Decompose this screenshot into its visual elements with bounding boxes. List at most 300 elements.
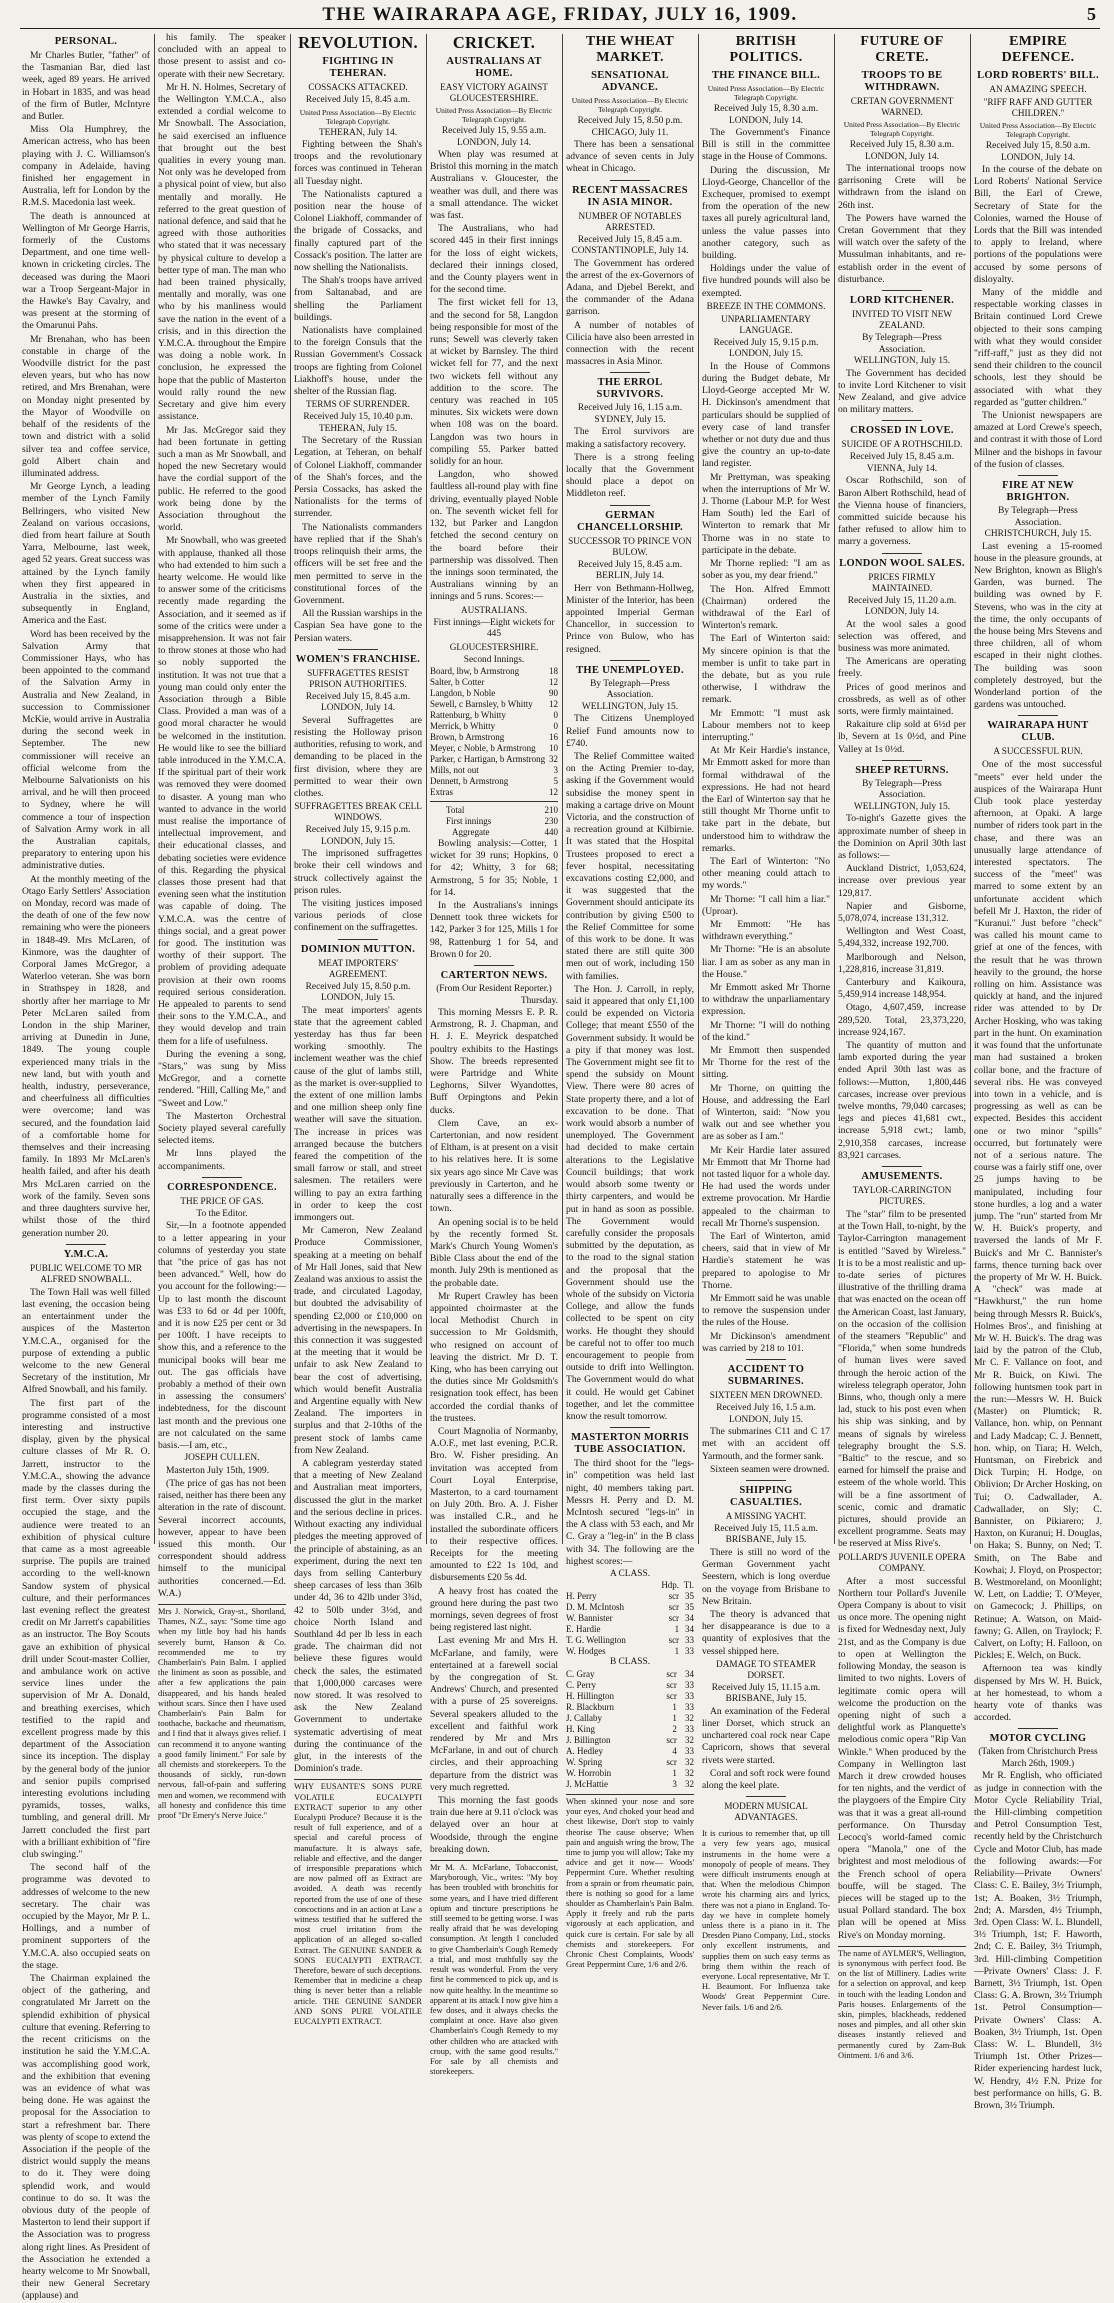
value-cell: 32 <box>685 1756 694 1767</box>
table-row <box>566 1779 694 1790</box>
headline-wheat-market: THE WHEAT MARKET. <box>585 34 675 65</box>
place-dateline: CONSTANTINOPLE, July 14. <box>571 246 689 257</box>
value-cell: 33 <box>685 1745 694 1756</box>
table-row <box>566 1768 694 1779</box>
article-paragraph: Mr George Lynch, a leading member of the Lynch Family Bellringers, who visited New Zealand on various occasions, died from heart failure at South Yarra, Melbourne, last week, aged 52 years. Great success was attained by the Lynch family when they first appeared in Australia in the sixties, and subsequently in England, America and the East. <box>22 481 150 627</box>
place-dateline: LONDON, July 14. <box>865 607 939 618</box>
class-b-label: B CLASS. <box>609 1657 651 1668</box>
place-dateline: LONDON, July 15. <box>321 836 395 847</box>
article-paragraph: Mr Prettyman, was speaking when the interruptions of Mr W. J. Thorne (Labour M.P. for West Ham South) led the Earl of Winterton to remark that Mr Thorne was in no state to participate in the debate. <box>702 471 830 556</box>
dateline: Received July 15, 8.45 a.m. <box>849 452 955 463</box>
page-number: 5 <box>1087 4 1096 24</box>
advertisement: WHY EUSANTE'S SONS PURE VOLATILE EUCALYPTI EXTRACT superior to any other Eucalypti Produce? Because it is the result of full experience, and of a special and careful process of manufacture. It is always safe, reliable and effective, and the danger of irresponsible preparations which are now palmed off as Extract are avoided. A death was recently reported from the use of one of these concoctions and in an action at Law a witness testified that he suffered the most cruel irritation from the application of an alleged so-called Extract. The GENUINE SANDER & SONS EUCALYPTI EXTRACT. Therefore, beware of such deceptions. Remember that in medicine a cheap thing is never better than a reliable article. THE GENUINE SANDER AND SONS PURE VOLATILE EUCALYPTI EXTRACT. <box>294 1779 422 2027</box>
place-dateline: TEHERAN, July 15. <box>318 423 398 434</box>
column-6 <box>702 32 830 2012</box>
name-cell: J. Billington <box>566 1734 611 1745</box>
value-cell: 34 <box>685 1624 694 1635</box>
place-dateline: WELLINGTON, July 15. <box>581 701 679 712</box>
advertisement: Mrs J. Norwick, Gray-st., Shortland, Thames, N.Z., says: "Some time ago when my little boy had his hands severely burnt, Hanson & Co. recommended me to try Chamberlain's Pain Balm. I applied the liniment as soon as possible, and after a few applications the pain disappeared, and his hands healed without scars. Since then I have used Chamberlain's Pain Balm for toothache, backache and rheumatism, and I find that it always gives relief. I can recommend it to anyone wanting a good family liniment." For sale by all chemists and storekeepers. To the thousands of sickly, run-down nervous, fall-of-pain and suffering men and women, we recommend with all honesty and confidence this time proof "Dr Emery's Nerve Juice." <box>158 1604 286 1821</box>
column-rule <box>970 34 971 1544</box>
article-paragraph: The Shah's troops have arrived from Saltanabad, and are shelling the Parliament buildings. <box>294 275 422 323</box>
column-rule <box>834 34 835 1544</box>
article-paragraph: At the wool sales a good selection was offered, and business was more animated. <box>838 618 966 654</box>
value-cell: 32 <box>549 754 558 765</box>
subheading: THE PRICE OF GAS. <box>180 1195 264 1206</box>
copyright-line: United Press Association—By Electric Telegraph Copyright. <box>979 121 1097 139</box>
byline: (From Our Resident Reporter.) <box>436 984 552 995</box>
name-cell: C. Gray <box>566 1668 595 1679</box>
article-paragraph: Oscar Rothschild, son of Baron Albert Rothschild, head of the Vienna house of financiers, committed suicide because his father refused to allow him to marry a governess. <box>838 475 966 548</box>
section-heading-sheep-returns: SHEEP RETURNS. <box>855 764 949 776</box>
name-cell: W. Bannister <box>566 1613 613 1624</box>
article-paragraph: Last evening Mr and Mrs H. McFarlane, and family, were entertained at a farewell social by the congregation of St. Andrews' Church, and presented with a purse of 25 sovereigns. Several speakers alluded to the excellent and faithful work rendered by Mr and Mrs McFarlane, in and out of church circles, and their approaching departure from the district was very much regretted. <box>430 1635 558 1793</box>
divider <box>202 1177 242 1178</box>
table-row <box>566 1680 694 1691</box>
article-paragraph: The Government has decided to invite Lord Kitchener to visit New Zealand, and give advice on military matters. <box>838 367 966 416</box>
value-cell: 0 <box>553 710 558 721</box>
article-paragraph: Herr von Bethmann-Hollweg, Minister of the Interior, has been appointed Imperial German Chancellor, in succession to Prince von Bulow, who has resigned. <box>566 582 694 655</box>
article-paragraph: This morning the fast goods train due here at 9.11 o'clock was delayed over an hour at Woodside, through the engine breaking down. <box>430 1795 558 1855</box>
divider <box>882 290 922 291</box>
value-cell: scr <box>668 1591 680 1602</box>
name-cell: Mills, not out <box>430 765 479 776</box>
dateline: Received July 16, 1.15 a.m. <box>577 403 683 414</box>
article-paragraph: Clem Cave, an ex-Cartertonian, and now resident of Eltham, is at present on a visit to his relatives here. It is some six years ago since Mr Cave was previously in Carterton, and he naturally sees a difference in the town. <box>430 1117 558 1215</box>
subheading: AUSTRALIANS AT HOME. <box>446 56 542 79</box>
divider <box>746 1359 786 1360</box>
place-dateline: CHRISTCHURCH, July 15. <box>984 529 1092 540</box>
salutation: To the Editor. <box>196 1208 248 1219</box>
article-paragraph: Langdon, who showed faultless all-round play with fine driving, eventually played Noble on. The seventh wicket fell for 132, but Parker and Langdon fetched the second century on the board before their partnership was dissolved. Then the innings soon terminated, the Australians winning by an innings and 5 runs. Scores:— <box>430 469 558 603</box>
article-paragraph: Several Suffragettes are resisting the Holloway prison authorities, refusing to work, and demanding to be placed in the first division, where they are permitted to wear their own clothes. <box>294 714 422 799</box>
subheading: SIXTEEN MEN DROWNED. <box>709 1390 823 1401</box>
value-cell: scr <box>668 1602 680 1613</box>
innings-line: First innings—Eight wickets for 445 <box>433 617 555 640</box>
table-row <box>566 1702 694 1713</box>
place-dateline: BRISBANE, July 15. <box>725 1694 807 1705</box>
article-paragraph: Bowling analysis:—Cotter, 1 wicket for 39 runs; Hopkins, 0 for 42; Whitty, 3 for 68; Armstrong, 5 for 35; Noble, 1 for 14. <box>430 838 558 898</box>
table-row <box>566 1757 694 1768</box>
article-paragraph: Mr Brenahan, who has been constable in charge of the Woodville district for the past eleven years, but who has now retired, and Mrs Brenahan, were on Monday night presented by the Mayor of Woodville on behalf of the residents of the town and district with a solid silver tea and coffee service, gold Albert chain and illuminated address. <box>22 333 150 479</box>
subheading: AN AMAZING SPEECH. <box>989 84 1087 94</box>
dateline: By Telegraph—Press Association. <box>862 778 942 801</box>
value-cell: 1 <box>672 1767 677 1778</box>
table-row <box>430 688 558 699</box>
article-paragraph: The Government has ordered the arrest of the ex-Governors of Adana, and Djebel Berekt, and the commander of the Adana garrison. <box>566 257 694 318</box>
letter-place-date: Masterton July 15th, 1909. <box>166 1464 270 1476</box>
divider <box>882 553 922 554</box>
divider <box>746 1480 786 1481</box>
dateline: Received July 15, 8.50 p.m. <box>577 116 683 126</box>
section-heading-personal: PERSONAL. <box>54 36 118 47</box>
dateline: Received July 15, 8.30 a.m. <box>849 140 955 150</box>
column-2 <box>158 32 286 1821</box>
value-cell: 33 <box>685 1635 694 1646</box>
divider <box>66 1244 106 1245</box>
table-row <box>566 1635 694 1646</box>
article-paragraph: The third shoot for the "legs-in" competition was held last night, 40 members taking part. Messrs H. Perry and D. M. McIntosh secured "legs-in" in the A class with 53 each, and Mr C. Gray a "leg-in" in the B class with 34. The following are the highest scores:— <box>566 1458 694 1567</box>
section-heading-errol: THE ERROL SURVIVORS. <box>596 377 664 401</box>
subheading: TERMS OF SURRENDER. <box>306 399 410 410</box>
article-paragraph: The Hon. Alfred Emmott (Chairman) ordered the withdrawal of the Earl of Winterton's remark. <box>702 583 830 632</box>
section-heading-fire: FIRE AT NEW BRIGHTON. <box>1002 480 1074 504</box>
table-row <box>430 677 558 688</box>
article-paragraph: The Americans are operating freely. <box>838 656 966 680</box>
place-dateline: CHICAGO, July 11. <box>591 127 669 138</box>
article-paragraph: Mr Jas. McGregor said they had been fortunate in getting such a man as Mr Snowball, and hoped the new Secretary would have the cordial support of the public. He referred to the good work being done by the Association throughout the world. <box>158 424 286 534</box>
article-paragraph: Wellington and West Coast, 5,494,332, increase 192,700. <box>838 926 966 950</box>
section-heading-ymca: Y.M.C.A. <box>63 1248 109 1260</box>
article-paragraph: The second half of the programme was devoted to addresses of welcome to the new secretary. The chair was occupied by the Mayor, Mr P. L. Hollings, and a number of prominent supporters of the Y.M.C.A. also occupied seats on the stage. <box>22 1862 150 1971</box>
article-paragraph: Auckland District, 1,053,624, increase over previous year 129,817. <box>838 863 966 899</box>
place-dateline: TEHERAN, July 14. <box>318 127 398 138</box>
article-paragraph: Mr Thorne: "I will do nothing of the kind." <box>702 1019 830 1043</box>
divider <box>338 649 378 650</box>
name-cell: W. Horrobin <box>566 1767 612 1778</box>
table-row <box>430 754 558 765</box>
article-paragraph: The submarines C11 and C 17 met with an accident off Yarmouth, and the former sank. <box>702 1426 830 1462</box>
article-paragraph: Prices of good merinos and crossbreds, as well as of other sorts, were firmly maintained. <box>838 681 966 717</box>
dateline: By Telegraph—Press Association. <box>998 506 1078 528</box>
article-paragraph: Canterbury and Kaikoura, 5,459,914 increase 148,954. <box>838 976 966 1001</box>
column-5 <box>566 32 694 1970</box>
value-cell: scr <box>666 1734 677 1745</box>
value-cell: 12 <box>549 699 558 710</box>
column-3 <box>294 32 422 2027</box>
value-cell: 34 <box>685 1668 694 1679</box>
article-paragraph: In the course of the debate on Lord Roberts' National Service Bill, the Earl of Crewe, Secretary of State for the Colonies, warned the House of Lords that the Bill was intended to apply to Ireland, where portions of the populations were accused by some persons of disloyalty. <box>974 164 1102 285</box>
dateline: Received July 15, 9.15 p.m. <box>305 825 411 836</box>
dateline: By Telegraph—Press Association. <box>862 333 942 355</box>
subheading: SENSATIONAL ADVANCE. <box>591 70 669 93</box>
subheading: MODERN MUSICAL ADVANTAGES. <box>724 1801 808 1823</box>
article-paragraph: When play was resumed at Bristol this morning in the match Australians v. Gloucester, the weather was dull, and there was a small attendance. The wicket was fast. <box>430 149 558 222</box>
dateline: Received July 15, 11.20 a.m. <box>847 595 957 606</box>
value-cell: 5 <box>553 776 558 787</box>
article-paragraph: The Hon. J. Carroll, in reply, said it appeared that only £1,100 could be expended on Victoria College; that meant £550 of the Government subsidy. It would be a pity if that money was lost. The Government might see fit to spend the subsidy on Mount View. There were 80 acres of State property there, and a lot of excavation to be done. That work would absorb a number of unemployed. The Government had decided to make certain alterations to the Legislative Council buildings; that work would absorb some twenty or thirty carpenters, and would be put in hand as soon as possible. The Government would carefully consider the proposals submitted by the deputation, as to the road to the signal station and the proposal that the Government should use the whole of the subsidy on Victoria College, and allow the funds collected to be spent on city works. He thought they should be careful not to offer too much encouragement to people from outside to drift into Wellington. The Government would do what it could. He would get Cabinet together, and let the committee know the result tomorrow. <box>566 983 694 1422</box>
name-cell: Merrick, b Whitty <box>430 721 496 732</box>
place-dateline: LONDON, July 14. <box>729 115 803 126</box>
section-heading-franchise: WOMEN'S FRANCHISE. <box>295 653 421 665</box>
name-cell: Board, lbw, b Armstrong <box>430 666 520 677</box>
value-cell: 33 <box>685 1679 694 1690</box>
article-paragraph: Rakaiture clip sold at 6½d per lb, Severn at 1s 0½d, and Pine Valley at 1s 0½d. <box>838 719 966 755</box>
place-dateline: VIENNA, July 14. <box>866 463 938 474</box>
copyright-line: United Press Association—By Electric Telegraph Copyright. <box>299 107 417 126</box>
article-paragraph: Mr Charles Butler, "father" of the Tasmanian Bar, died last week, aged 89 years. He arrived in Hobart in 1835, and was head of the firm of Butler, McIntyre and Butler. <box>22 50 150 123</box>
subheading: A SUCCESSFUL RUN. <box>993 746 1083 757</box>
place-dateline: LONDON, July 15. <box>321 993 395 1004</box>
dateline: Received July 15, 11.5 a.m. <box>714 1523 818 1534</box>
scorecard-table <box>430 666 558 798</box>
name-cell: H. Perry <box>566 1591 597 1602</box>
value-cell: 4 <box>672 1745 677 1756</box>
section-heading-correspondence: CORRESPONDENCE. <box>167 1181 277 1193</box>
divider <box>610 372 650 373</box>
name-cell: E. Hardie <box>566 1624 601 1635</box>
subheading: TROOPS TO BE WITHDRAWN. <box>861 70 943 93</box>
name-cell: Sewell, c Barnsley, b Whitty <box>430 699 533 710</box>
aggregate-value: 440 <box>544 827 558 838</box>
article-paragraph: The Earl of Winterton: "No other meaning could attach to my words." <box>702 855 830 892</box>
dateline: Received July 16, 1.5 a.m. <box>716 1403 816 1414</box>
section-heading-mutton: DOMINION MUTTON. <box>300 943 416 955</box>
value-cell: 2 <box>672 1723 677 1734</box>
value-cell: 35 <box>685 1602 694 1613</box>
article-paragraph: Nationalists have complained to the foreign Consuls that the Russian Government's Cossack troops are fighting from Colonel Liakhoff's house, under the shelter of the Russian flag. <box>294 325 422 398</box>
article-paragraph: Last evening a 15-roomed house in the pleasure grounds, at New Brighton, known as Bligh's Garden, was burned. The building was owned by F. Stevens, who was in the city at the time, the only occupants of the house being Mrs Stevens and three children, all of whom escaped in their night clothes. The building was soon completely destroyed, but the Wonderland portion of the gardens was untouched. <box>974 540 1102 711</box>
class-a-scores-table <box>566 1580 694 1657</box>
section-heading-carterton: CARTERTON NEWS. <box>440 970 548 982</box>
subheading: SUICIDE OF A ROTHSCHILD. <box>841 439 963 450</box>
column-4 <box>430 32 558 2077</box>
section-heading-crossed-in-love: CROSSED IN LOVE. <box>850 425 954 437</box>
value-cell: 33 <box>685 1701 694 1712</box>
dateline: Received July 15, 8.30 a.m. <box>713 104 819 114</box>
article-paragraph: Fighting between the Shah's troops and the revolutionary forces was continued in Teheran all Tuesday night. <box>294 139 422 187</box>
copyright-line: United Press Association—By Electric Telegraph Copyright. <box>707 84 825 102</box>
value-cell: 32 <box>685 1734 694 1745</box>
article-paragraph: The Australians, who had scored 445 in their first innings for the loss of eight wickets, declared their innings closed, and the County players went in for the second time. <box>430 223 558 296</box>
newspaper-title: THE WAIRARAPA AGE, FRIDAY, JULY 16, 1909. <box>322 4 798 25</box>
article-paragraph: Mr Inns played the accompaniments. <box>158 1148 286 1172</box>
article-paragraph: The Relief Committee waited on the Acting Premier to-day, asking if the Government would subsidise the money spent in making a cartage drive on Mount Victoria, and the construction of a recreation ground at Kilbirnie. It was stated that the Hospital Trustees proposed to erect a fever hospital, necessitating excavations costing £2,000, and it was suggested that the Government should anticipate its contribution by giving £500 to the Relief Committee for some of this work to be done. It was stated there are still quite 300 men out of work, including 150 with families. <box>566 750 694 982</box>
masthead <box>20 2 1100 29</box>
headline-revolution: REVOLUTION. <box>298 33 418 52</box>
section-heading-amusements: AMUSEMENTS. <box>861 1170 943 1182</box>
divider <box>882 420 922 421</box>
section-heading-motor-cycling: MOTOR CYCLING <box>989 1733 1087 1745</box>
value-cell: 35 <box>685 1591 694 1602</box>
article-paragraph: The Unionist newspapers are amazed at Lord Crewe's speech, and contrast it with those of Lord Milner and the bishops in favour of the fusion of classes. <box>974 410 1102 470</box>
name-cell: Langdon, b Noble <box>430 688 496 699</box>
name-cell: J. McHattie <box>566 1778 608 1789</box>
article-paragraph: Mr Emmott: "I must ask Labour members not to keep interrupting." <box>702 707 830 743</box>
article-paragraph: One of the most successful "meets" ever held under the auspices of the Wairarapa Hunt Club took place yesterday afternoon, at Opaki. A large number of riders took part in the chase, and there was an unusually large attendance of interested spectators. The success of the "meet" was marred to some extent by an unfortunate accident which befell Mr J. Haxton, the rider of "Kuranui." Just before "check" was called his mount came to grief at one of the fences, with the result that he was thrown heavily to the ground, the horse rolling on him. Assistance was quickly at hand, and the injured rider was attended to by Dr Archer Hosking, who was taking part in the hunt. On examination it was found that the unfortunate man had sustained a broken collar bone, and the fracture of several ribs. He was conveyed into town in a vehicle, and is progressing as well as can be expected. Besides this accident one or two minor "spills" occurred, but fortunately were not of a serious nature. The course was a fairly stiff one, over 25 jumps having to be manipulated, including four stone hurdles, a log and a water jump. The "run" started from Mr W. H. Buick's property, and traversed the lands of Mr F. Buick's and Mr C. Bannister's farms, thence turning back over the property of Mr W. H. Buick. A "check" was made at "Hawkhurst," the run home being through Messrs R. Buick's, Holmes Bros'., and finishing at Mr W. H. Buick's. The drag was laid by the patron of the Club, Mr C. F. Vallance on foot, and Mr R. Buick, on Kiwi. The following huntsmen took part in the run:—Messrs W. H. Buick (Master) on Plumtick; R. Vallance, hon. whip, on Pennant and Lady Madcap; C. J. Bennett, hon. whip, on Tiara; H. Welch, Huntsman, on Firebrick and Dick Turpin; H. Hodge, on Oblivion; Dr Archer Hosking, on Tui; O. Cadwallader, A. Cadwallader, on Sly; C. Bannister, on Pikiarero; J. Haxton, on Kuranui; H. Douglas, on Haka; S. Bunny, on Ned; T. Smith, on The Babe and Kowhai; J. Floyd, on Prospector; B. Westmoreland, on Moonlight; W. Lett, on Laddie; T. O'Meyer, on Gamecock; J. Phillips, on Retinue; A. Watson, on Maid-fawny; G. Allen, on Traylock; F. Calvert, on Lofty; H. Falloon, on Pickles; E. Welch, on Buck. <box>974 759 1102 1662</box>
dateline: Received July 15, 8.45 a.m. <box>577 234 683 245</box>
divider <box>610 505 650 506</box>
table-row <box>430 827 558 838</box>
table-row <box>566 1602 694 1613</box>
article-paragraph: The Government's Finance Bill is still in the committee stage in the House of Commons. <box>702 127 830 163</box>
article-paragraph: Afternoon tea was kindly dispensed by Mrs W. H. Buick, at her homestead, to whom a hearty vote of thanks was accorded. <box>974 1663 1102 1724</box>
article-paragraph: Mr Thorne: "I call him a liar." (Uproar). <box>702 893 830 917</box>
value-cell: 90 <box>549 688 558 699</box>
value-cell: 33 <box>685 1646 694 1657</box>
subheading: GLOUCESTERSHIRE. <box>449 641 539 652</box>
column-rule <box>426 34 427 1544</box>
table-row <box>566 1713 694 1724</box>
first-innings-value: 230 <box>544 816 558 827</box>
value-cell: 1 <box>674 1624 680 1635</box>
subheading: A MISSING YACHT. <box>725 1510 807 1521</box>
place-dateline: LONDON, July 15. <box>729 349 803 360</box>
article-paragraph: Mr Snowball, who was greeted with applause, thanked all those who had extended to him such a hearty welcome. He would like to answer some of the criticisms recently made regarding the Association, and it seemed as if some of the critics were under a misapprehension. It was not fair to throw stones at those who had so nobly supported the institution. It was not true that a young man could only enter the Association through a Bible Class. Provided a man was of a good moral character he would be welcomed in the institution. He would like to see the billiard table introduced in the Y.M.C.A. If the spiritual part of their work was removed they were doomed to disaster. A young man who wanted to advance in the world must realise the importance of intellectual improvement, and their educational classes, and debating societies were evidence of this. Regarding the physical classes those present had that evening seen what the institution was capable of doing. The Y.M.C.A. was the centre of things social, and a great power for good. The institution was worthy of their support. The problem of providing adequate provision at their own rooms required serious consideration. He appealed to parents to send their sons to the Y.M.C.A., and they would develop and train them for a life of usefulness. <box>158 535 286 1047</box>
subheading: TAYLOR-CARRINGTON PICTURES. <box>852 1184 952 1206</box>
article-paragraph: The visiting justices imposed various periods of close confinement on the suffragettes. <box>294 897 422 934</box>
article-paragraph: Miss Ola Humphrey, the American actress, who has been playing with J. C. Williamson's company in Adelaide, having finished her engagement in Australia, left for London by the R.M.S. Macedonia last week. <box>22 124 150 209</box>
class-b-scores-table <box>566 1669 694 1790</box>
copyright-line: United Press Association—By Electric Telegraph Copyright. <box>843 120 961 138</box>
article-paragraph: Mr Keir Hardie later assured Mr Emmott that Mr Thorne had not tasted liquor for a whole day. He had used the words under extreme provocation. Mr Hardie appealed to the chairman to recall Mr Thorne's suspension. <box>702 1144 830 1229</box>
name-cell: H. King <box>566 1723 595 1734</box>
article-paragraph: Mr Thorne replied: "I am as sober as you, my dear friend." <box>702 558 830 582</box>
table-row <box>430 765 558 776</box>
dateline: Received July 15, 8.50 p.m. <box>305 981 411 992</box>
divider <box>610 1427 650 1428</box>
divider <box>882 1166 922 1167</box>
article-paragraph: Mr Thorne, on quitting the House, and addressing the Earl of Winterton, said: "Now you walk out and see whether you are as sober as I am." <box>702 1082 830 1143</box>
article-paragraph: The Errol survivors are making a satisfactory recovery. <box>566 426 694 450</box>
value-cell: 1 <box>672 1712 677 1723</box>
article-paragraph: The Town Hall was well filled last evening, the occasion being an entertainment under the auspices of the Masterton Y.M.C.A., organised for the purpose of extending a public welcome to the new General Secretary of the institution, Mr Alfred Snowball, and his family. <box>22 1286 150 1396</box>
value-cell: 10 <box>549 743 558 754</box>
section-heading-morris-tube: MASTERTON MORRIS TUBE ASSOCIATION. <box>571 1432 689 1456</box>
subheading: COSSACKS ATTACKED. <box>308 82 408 92</box>
column-7 <box>838 32 967 2060</box>
subheading: SUFFRAGETTES RESIST PRISON AUTHORITIES. <box>307 667 409 689</box>
value-cell: 16 <box>549 732 558 743</box>
article-paragraph: his family. The speaker concluded with an appeal to those present to assist and co-operate with their new Secretary. <box>158 32 286 80</box>
dateline: Received July 15, 10.40 p.m. <box>303 412 413 423</box>
value-cell: 12 <box>549 677 558 688</box>
dateline: Received July 15, 8.45 a.m. <box>577 559 683 570</box>
value-cell: scr <box>668 1635 680 1646</box>
article-paragraph: The Earl of Winterton said: My sincere opinion is that the member is unfit to take part in the debate, but as you rule otherwise, I withdraw the remark. <box>702 633 830 706</box>
table-row <box>566 1646 694 1657</box>
name-cell: Dennett, b Armstrong <box>430 776 509 787</box>
table-row <box>430 816 558 827</box>
name-cell: Salter, b Cotter <box>430 677 485 688</box>
subheading: CRETAN GOVERNMENT WARNED. <box>850 96 954 117</box>
section-heading-shipping: SHIPPING CASUALTIES. <box>729 1484 803 1508</box>
class-a-label: A CLASS. <box>609 1568 651 1579</box>
article-paragraph: There has been a sensational advance of seven cents in July wheat in Chicago. <box>566 139 694 175</box>
table-row <box>566 1724 694 1735</box>
subheading: NUMBER OF NOTABLES ARRESTED. <box>578 210 682 232</box>
value-cell: 1 <box>672 1701 677 1712</box>
article-paragraph: The Earl of Winterton, amid cheers, said that in view of Mr Hardie's statement he was prepared to apologise to Mr Thorne. <box>702 1231 830 1291</box>
headline-british-politics: BRITISH POLITICS. <box>729 34 803 65</box>
name-cell: T. G. Wellington <box>566 1635 626 1646</box>
total-label: Total <box>446 805 465 816</box>
place-dateline: SYDNEY, July 15. <box>594 414 666 425</box>
value-cell: 3 <box>672 1778 677 1789</box>
article-paragraph: The Masterton Orchestral Society played several carefully selected items. <box>158 1110 286 1147</box>
subheading: SUFFRAGETTES BREAK CELL WINDOWS. <box>294 801 422 823</box>
article-paragraph: Mr Emmott then suspended Mr Thorne for the rest of the sitting. <box>702 1045 830 1081</box>
article-paragraph: Mr H. N. Holmes, Secretary of the Wellington Y.M.C.A., also extended a cordial welcome to Mr Snowball. The Association, he said exercised an influence that brought out the best qualities in every young man. Not only was he developed from a physical point of view, but also mentally and morally. He referred to the great question of national defence, and said that he agreed with those authorities who stated that it was necessary by physical culture to develop a better type of man. The man who had been trained physically, mentally and morally, was one who by his manliness would save the nation in the event of a crisis, and in this direction the Y.M.C.A. throughout the Empire was doing a noble work. In conclusion, he expressed the hope that the public of Masterton would rally round the new Secretary and give him every assistance. <box>158 81 286 423</box>
article-paragraph: Mr Emmott asked Mr Thorne to withdraw the unparliamentary expression. <box>702 982 830 1018</box>
article-paragraph: There is still no word of the German Government yacht Seestern, which is long overdue on the voyage from Brisbane to New Britain. <box>702 1546 830 1607</box>
name-cell: R. Blackburn <box>566 1701 614 1712</box>
column-header: Tl. <box>683 1580 694 1591</box>
place-dateline: BERLIN, July 14. <box>595 571 665 582</box>
value-cell: scr <box>666 1756 677 1767</box>
article-paragraph: A heavy frost has coated the ground here during the past two mornings, seven degrees of frost being registered last night. <box>430 1585 558 1634</box>
divider <box>746 1796 786 1797</box>
article-paragraph: The meat importers' agents state that the agreement cabled yesterday has thus far been working smoothly. The inclement weather was the chief cause of the glut of lambs still, as the market is over-supplied to the extent of one million lambs and one million sheep only fine weather will save the situation. The increase in prices was arranged because the butchers feared the competition of the small farrow or stall, and street salesmen. The retailers were willing to pay an extra farthing in order to keep the cost immongers out. <box>294 1004 422 1224</box>
article-paragraph: An examination of the Federal liner Dorset, which struck an unchartered coal rock near Cape Capricorn, shows that several rivets were started. <box>702 1705 830 1766</box>
name-cell: D. M. McIntosh <box>566 1602 624 1613</box>
place-dateline: Thursday. <box>520 995 558 1006</box>
column-rule <box>154 34 155 1544</box>
article-paragraph: The first part of the programme consisted of a most interesting and instructive display, given by the physical culture classes of Mr R. O. Jarrett, instructor to the Y.M.C.A., showing the advance made by the classes during the first term. Over sixty pupils occupied the stage, and the audience were treated to an exhibition of physical culture that came as a most agreeable surprise. The pupils are trained according to the well-known Sandow system of physical culture, and their performances last evening reflect the greatest credit on Mr Jarrett's capabilities as an instructor. The Boy Scouts gave an exhibition of physical drill under Scout-master Collier, and ambulance work on active service lines under the supervision of Mr A. Donald, and breathing exercises, which testified to the rapid and excellent progress made by this department of the Association since its inception. The display by the general body of the junior and senior pupils comprised interesting evolutions including pyramids, tosses, walks, tumbling, and general drill. Mr Jarrett concluded the first part with a brilliant exhibition of "fire club swinging." <box>22 1397 150 1861</box>
divider <box>1018 475 1058 476</box>
article-paragraph: Mr Emmott said he was unable to remove the suspension under the rules of the House. <box>702 1293 830 1329</box>
table-header-row <box>566 1580 694 1591</box>
article-paragraph: Court Magnolia of Normanby, A.O.F., met last evening, P.C.R. Bro. W. Fisher presiding. An invitation was accepted from Court Loyal Enterprise, Masterton, to a card tournament on July 20th. Bro. A. J. Fisher was installed C.R., and he installed the subordinate officers to their respective offices. Receipts for the meeting amounted to £22 1s 10d, and disbursements £20 5s 4d. <box>430 1425 558 1584</box>
place-dateline: WELLINGTON, July 15. <box>853 801 951 812</box>
value-cell: 18 <box>549 666 558 677</box>
headline-cricket: CRICKET. <box>452 33 536 52</box>
article-paragraph: The Nationalists captured a position near the house of Colonel Liakhoff, commander of the brigade of Cossacks, and finally captured part of the Cossack's position. The latter are now shelling the Nationalists. <box>294 188 422 274</box>
column-8 <box>974 32 1102 2111</box>
subheading: POLLARD'S JUVENILE OPERA COMPANY. <box>838 1551 966 1573</box>
dateline: Received July 15, 9.15 p.m. <box>713 337 819 348</box>
article-paragraph: The Nationalists commanders have replied that if the Shah's troops relinquish their arms, the officers will be set free and the men permitted to serve in the constitutional forces of the Government. <box>294 521 422 606</box>
value-cell: 32 <box>685 1767 694 1778</box>
table-row <box>430 732 558 743</box>
name-cell: H. Hillington <box>566 1690 615 1701</box>
table-row <box>430 710 558 721</box>
article-paragraph: The theory is advanced that her disappearance is due to a quantity of explosives that the vessel shipped here. <box>702 1608 830 1657</box>
article-paragraph: The imprisoned suffragettes broke their cell windows and struck collectively against the prison rules. <box>294 848 422 896</box>
article-paragraph: The Citizens Unemployed Relief Fund amounts now to £740. <box>566 713 694 749</box>
subheading: THE FINANCE BILL. <box>711 70 821 81</box>
name-cell: Parker, c Hartigan, b Armstrong <box>430 754 546 765</box>
article-paragraph: Mr Thorne: "He is an absolute liar. I am as sober as any man in the House." <box>702 944 830 980</box>
name-cell: W. Hodges <box>566 1646 606 1657</box>
divider <box>882 760 922 761</box>
first-innings-label: First innings <box>446 816 492 827</box>
headline-future-of-crete: FUTURE OF CRETE. <box>860 34 944 65</box>
table-row <box>566 1669 694 1680</box>
name-cell: Brown, b Armstrong <box>430 732 505 743</box>
table-row <box>430 805 558 816</box>
article-paragraph: The Powers have warned the Cretan Government that they will watch over the safety of the Mussulman inhabitants, and re-establish order in the event of disturbance. <box>838 212 966 285</box>
advertisement: When skinned your nose and sore your eyes, And choked your head and chest likewise, Don't stop to vainly theorise The cause observe; When pain and anguish wring the brow, The time to jump you will allow; Take my advice and get it now— Woods' Peppermint Cure. Whether resulting from a sprain or from rheumatic pain, there is nothing so good for a lame shoulder as Chamberlain's Pain Balm. Apply it freely and rub the parts vigorously at each application, and quick cure is certain. For sale by all chemists and storekeepers. For Chronic Chest Complaints, Woods' Great Peppermint Cure, 1/6 and 2/6. <box>566 1794 694 1970</box>
letter-paragraph: Sir,—In a footnote appended to a letter appearing in your columns of yesterday you state that "the price of gas has not been advanced." Well, how do you account for the following:—Up to last month the discount was £33 to 6d or 4d per 100ft, and it is now £25 per cent or 3d per 100ft. I have receipts to show this, and a reference to the municipal books will bear me out. The gas officials have probably a method of their own in assessing the consumers' indebtedness, for the discount last month and the previous one are not calculated on the same basis.—I am, etc., <box>158 1220 286 1452</box>
table-row <box>430 787 558 798</box>
subheading: FIGHTING IN TEHERAN. <box>322 56 394 79</box>
place-dateline: LONDON, July 14. <box>457 137 531 148</box>
subheading: DAMAGE TO STEAMER DORSET. <box>716 1658 816 1680</box>
column-rule <box>562 34 563 1544</box>
value-cell: 0 <box>553 721 558 732</box>
article-paragraph: All the Russian warships in the Caspian Sea have gone to the Persian waters. <box>294 608 422 644</box>
article-paragraph: The Secretary of the Russian Legation, at Teheran, on behalf of Colonel Liakhoff, commander of the Shah's forces, and the Persia Cossacks, has asked the Nationalists for the terms of surrender. <box>294 435 422 520</box>
place-dateline: LONDON, July 14. <box>1001 152 1075 163</box>
article-paragraph: There is a strong feeling locally that the Government should place a depot on Middleton reef. <box>566 451 694 500</box>
name-cell: W. Spring <box>566 1756 603 1767</box>
place-dateline: LONDON, July 14. <box>321 703 395 714</box>
article-paragraph: Marlborough and Nelson, 1,228,816, increase 31,819. <box>838 951 966 975</box>
headline-empire-defence: EMPIRE DEFENCE. <box>1001 34 1075 65</box>
article-paragraph: Mr Dickinson's amendment was carried by 218 to 101. <box>702 1330 830 1354</box>
article-paragraph: This morning Messrs E. P. R. Armstrong, R. J. Chapman, and H. J. E. Meyrick despatched poultry exhibits to the Hastings Show. The breeds represented were Partridge and White Leghorns, Silver Wyandottes, Buff Orpingtons and Pekin ducks. <box>430 1007 558 1116</box>
table-row <box>430 699 558 710</box>
value-cell: 32 <box>685 1778 694 1789</box>
editor-note: (The price of gas has not been raised, neither has there been any alteration in the rate of discount. Several incorrect accounts, however, appear to have been issued this month. Our correspondent should address himself to the municipal authorities concerned.—Ed. W.A.) <box>158 1477 286 1599</box>
value-cell: scr <box>666 1679 677 1690</box>
article-paragraph: Napier and Gisborne, 5,078,074, increase 131,312. <box>838 900 966 924</box>
article-paragraph: To-night's Gazette gives the approximate number of sheep in the Dominion on April 30th last as follows:— <box>838 813 966 861</box>
article-paragraph: Mr Emmott: "He has withdrawn everything." <box>702 918 830 943</box>
article-paragraph: Coral and soft rock were found along the keel plate. <box>702 1767 830 1791</box>
name-cell: Rattenburg, b Whitty <box>430 710 506 721</box>
divider <box>474 965 514 966</box>
